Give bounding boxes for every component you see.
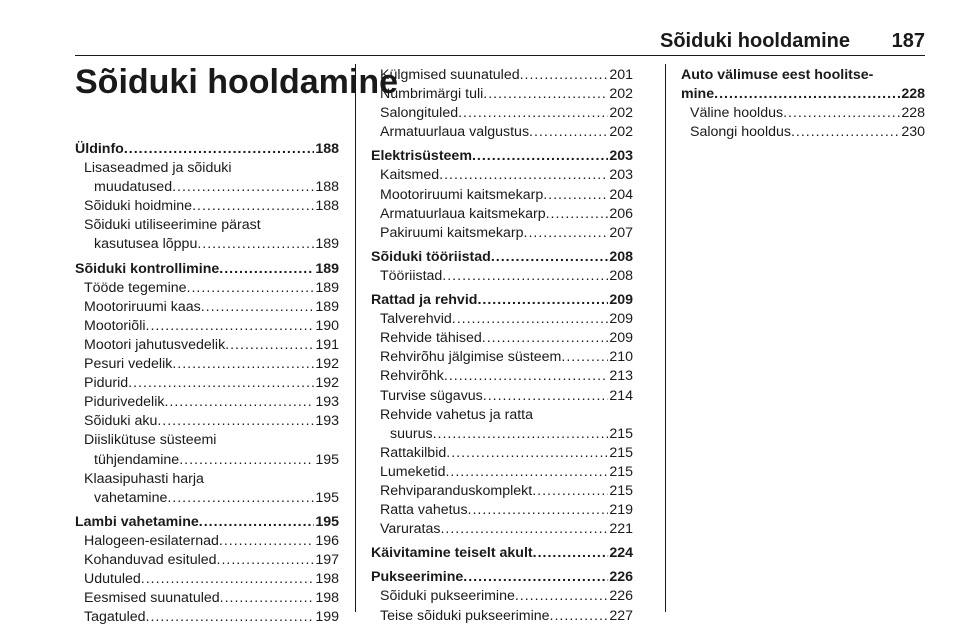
toc-entry[interactable]: Tagatuled ..... 199 (75, 608, 339, 627)
toc-section[interactable]: Rattad ja rehvid ..... 209 (371, 291, 633, 310)
toc-entry[interactable]: Talverehvid ..... 209 (371, 310, 633, 329)
toc-entry[interactable]: Salongituled ..... 202 (371, 104, 633, 123)
toc-section[interactable]: Elektrisüsteem ..... 203 (371, 147, 633, 166)
toc-entry[interactable]: Sõiduki hoidmine ..... 188 (75, 197, 339, 216)
toc-entry[interactable]: Numbrimärgi tuli ..... 202 (371, 85, 633, 104)
toc-entry[interactable]: Külgmised suunatuled ..... 201 (371, 66, 633, 85)
toc-entry-line[interactable]: Diislikütuse süsteemi (84, 432, 217, 449)
toc-entry[interactable]: Rattakilbid ..... 215 (371, 444, 633, 463)
toc-column-2 (371, 66, 633, 626)
page-header (0, 26, 960, 56)
toc-entry[interactable]: Mootori jahutusvedelik ..... 191 (75, 336, 339, 355)
toc-entry[interactable]: Udutuled ..... 198 (75, 570, 339, 589)
toc-entry[interactable]: Pidurivedelik ..... 193 (75, 393, 339, 412)
toc-entry[interactable]: Varuratas ..... 221 (371, 520, 633, 539)
toc-entry[interactable]: Sõiduki aku ..... 193 (75, 412, 339, 431)
toc-entry[interactable]: Rehvide tähised ..... 209 (371, 329, 633, 348)
toc-section[interactable]: Käivitamine teiselt akult ..... 224 (371, 544, 633, 563)
toc-entry[interactable]: Mootoriõli ..... 190 (75, 317, 339, 336)
toc-entry[interactable]: Rehviparanduskomplekt ..... 215 (371, 482, 633, 501)
toc-entry[interactable]: Teise sõiduki pukseerimine ..... 227 (371, 607, 633, 626)
toc-entry[interactable]: Tööde tegemine ..... 189 (75, 279, 339, 298)
toc-entry[interactable]: Salongi hooldus ..... 230 (681, 123, 925, 142)
toc-entry[interactable]: Armatuurlaua kaitsmekarp ..... 206 (371, 205, 633, 224)
column-divider (355, 64, 356, 612)
toc-section[interactable]: mine ..... 228 (681, 85, 925, 104)
toc-entry[interactable]: Halogeen-esilaternad ..... 196 (75, 532, 339, 551)
toc-entry[interactable]: Kohanduvad esituled ..... 197 (75, 551, 339, 570)
toc-entry[interactable]: Tööriistad ..... 208 (371, 267, 633, 286)
column-divider (665, 64, 666, 612)
toc-entry-line[interactable]: Rehvide vahetus ja ratta (380, 406, 534, 423)
toc-entry[interactable]: Sõiduki pukseerimine ..... 226 (371, 587, 633, 606)
toc-entry[interactable]: Rehvirõhu jälgimise süsteem ..... 210 (371, 348, 633, 367)
toc-entry[interactable]: Armatuurlaua valgustus ..... 202 (371, 123, 633, 142)
toc-section[interactable]: Pukseerimine ..... 226 (371, 568, 633, 587)
toc-entry[interactable]: muudatused ..... 188 (75, 178, 339, 197)
toc-section[interactable]: Sõiduki tööriistad ..... 208 (371, 248, 633, 267)
toc-entry[interactable]: tühjendamine ..... 195 (75, 451, 339, 470)
toc-entry-line[interactable]: Klaasipuhasti harja (84, 470, 204, 487)
toc-entry[interactable]: Turvise sügavus ..... 214 (371, 387, 633, 406)
toc-entry[interactable]: Kaitsmed ..... 203 (371, 166, 633, 185)
chapter-title: Sõiduki hooldamine (75, 63, 399, 101)
header-title: Sõiduki hooldamine (659, 30, 850, 52)
toc-column-1 (75, 140, 339, 627)
toc-entry[interactable]: Pakiruumi kaitsmekarp ..... 207 (371, 224, 633, 243)
toc-entry[interactable]: suurus ..... 215 (371, 425, 633, 444)
toc-section[interactable]: Sõiduki kontrollimine ..... 189 (75, 260, 339, 279)
toc-entry[interactable]: Mootoriruumi kaas ..... 189 (75, 298, 339, 317)
toc-entry[interactable]: kasutusea lõppu ..... 189 (75, 235, 339, 254)
toc-entry[interactable]: Pesuri vedelik ..... 192 (75, 355, 339, 374)
toc-entry[interactable]: Mootoriruumi kaitsmekarp ..... 204 (371, 186, 633, 205)
toc-entry[interactable]: Väline hooldus ..... 228 (681, 104, 925, 123)
toc-section[interactable]: Lambi vahetamine ..... 195 (75, 513, 339, 532)
toc-entry[interactable]: Lumeketid ..... 215 (371, 463, 633, 482)
header-page-number: 187 (891, 30, 925, 52)
toc-entry[interactable]: Eesmised suunatuled ..... 198 (75, 589, 339, 608)
header-rule (75, 55, 925, 56)
toc-section[interactable]: Üldinfo ..... 188 (75, 140, 339, 159)
toc-entry[interactable]: Rehvirõhk ..... 213 (371, 367, 633, 386)
toc-entry-line[interactable]: Sõiduki utiliseerimine pärast (84, 217, 261, 234)
toc-entry[interactable]: vahetamine ..... 195 (75, 489, 339, 508)
toc-column-3 (681, 66, 925, 142)
toc-entry[interactable]: Pidurid ..... 192 (75, 374, 339, 393)
toc-section-line[interactable]: Auto välimuse eest hoolitse- (681, 67, 874, 83)
toc-entry-line[interactable]: Lisaseadmed ja sõiduki (84, 160, 232, 177)
toc-entry[interactable]: Ratta vahetus ..... 219 (371, 501, 633, 520)
